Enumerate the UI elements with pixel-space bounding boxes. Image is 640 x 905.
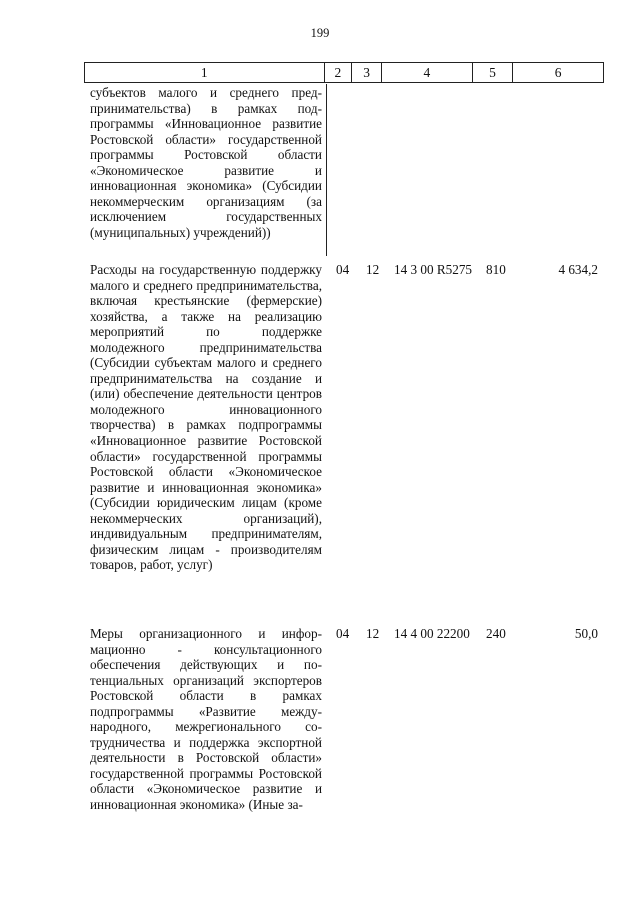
row-description: Меры организационного и информационно - консультационного обеспечения действующих и потенциальных организаций экспортеров Ростовской области в рамках подпрограммы «Развитие международного, межрегионального сотрудничества и поддержка экспортной деятельности в Ростовской области» государственной программы Ростовской области «Экономическое развитие и инновационная экономика» (Иные за- <box>90 626 322 813</box>
row-section-code: 04 <box>336 262 350 277</box>
row-target-article: 14 3 00 R5275 <box>394 262 473 277</box>
row-section-code: 04 <box>336 626 350 641</box>
row-target-article: 14 4 00 22200 <box>394 626 470 641</box>
header-col-2: 2 <box>324 63 352 83</box>
header-col-3: 3 <box>352 63 382 83</box>
table-header <box>84 62 604 83</box>
row-description: субъектов малого и среднего предпринимательства) в рамках подпрограммы «Инновационное развитие Ростовской области» государственной программы Ростовской области «Экономическое развитие и инновационная экономика» (Субсидии некоммерческим организациям (за исключением государственных (муниципальных) учреждений)) <box>90 85 322 240</box>
row-subsection-code: 12 <box>366 262 380 277</box>
row-subsection-code: 12 <box>366 626 380 641</box>
header-col-1: 1 <box>85 63 325 83</box>
header-col-6: 6 <box>513 63 604 83</box>
header-col-5: 5 <box>472 63 513 83</box>
row-expense-type: 810 <box>486 262 506 277</box>
row-amount: 4 634,2 <box>558 262 598 277</box>
row-amount: 50,0 <box>574 626 598 641</box>
row-expense-type: 240 <box>486 626 506 641</box>
page-number: 199 <box>310 26 330 40</box>
column-divider <box>326 84 327 256</box>
row-description: Расходы на государственную поддержку малого и среднего предпринимательства, включая крестьянские (фермерские) хозяйства, а также на реализацию мероприятий по поддержке молодежного предпринимательства (Субсидии субъектам малого и среднего предпринимательства на создание и (или) обеспечение деятельности центров молодежного инновационного творчества) в рамках подпрограммы «Инновационное развитие Ростовской области» государственной программы Ростовской области «Экономическое развитие и инновационная экономика» (Субсидии юридическим лицам (кроме некоммерческих организаций), индивидуальным предпринимателям, физическим лицам - производителям товаров, работ, услуг) <box>90 262 322 573</box>
header-col-4: 4 <box>381 63 472 83</box>
